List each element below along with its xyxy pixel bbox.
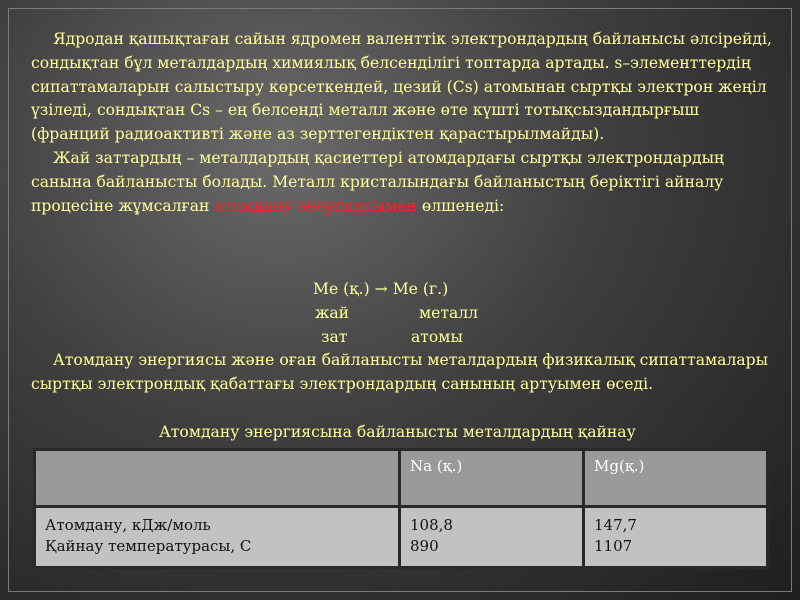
formula-label-atoms: атомы [411, 328, 463, 346]
formula-label-substance: зат [321, 328, 348, 346]
formula-label-simple: жай [315, 304, 350, 322]
paragraph-1: Ядродан қашықтаған сайын ядромен валенттік электрондардың байланысы әлсірейді, сондықтан бұл металдардың химиялық белсенділігі топтарда артады. s–элементтердің сипаттамаларын салыстыру көрсеткендей, цезий (Cs) атомынан сыртқы электрон жеңіл үзіледі, сондықтан Cs – ең белсенді металл және өте күшті тотықсыздандырғыш (франций радиоактивті және аз зерттегендіктен қарастырылмайды). [31, 30, 772, 144]
formula-label-metal: металл [419, 304, 479, 322]
paragraph-2-text-b: өлшенеді: [416, 196, 505, 215]
table-header-na: Na (қ.) [400, 450, 584, 507]
data-table [33, 448, 769, 569]
slide-text [31, 28, 776, 441]
na-boiling: 890 [410, 537, 439, 555]
table-row [35, 507, 768, 568]
formula-equation: Me (қ.) → Me (г.) [313, 280, 449, 298]
paragraph-4: Атомдану энергиясына байланысты металдардың қайнау [159, 423, 636, 441]
table-header-row [35, 450, 768, 507]
table-cell-mg [584, 507, 768, 568]
paragraph-3: Атомдану энергиясы және оған байланысты металдардың физикалық сипаттамалары сыртқы электрондық қабаттағы электрондардың санының артуымен өседі. [31, 351, 769, 393]
paragraph-2 [31, 147, 776, 218]
label-atomization: Атомдану, кДж/моль [45, 516, 211, 534]
table-header-empty [35, 450, 400, 507]
table-cell-na [400, 507, 584, 568]
label-boiling: Қайнау температурасы, С [45, 537, 252, 555]
na-atomization: 108,8 [410, 516, 453, 534]
paragraph-2-text-a: Жай заттардың – металдардың қасиеттері атомдардағы сыртқы электрондардың санына байланысты болады. Металл кристалындағы байланыстың беріктігі айналу процесіне жұмсалған [31, 148, 724, 215]
highlighted-term: атомдану энергиясымен [214, 196, 417, 215]
mg-atomization: 147,7 [594, 516, 637, 534]
table-cell-labels [35, 507, 400, 568]
table-header-mg: Mg(қ.) [584, 450, 768, 507]
mg-boiling: 1107 [594, 537, 633, 555]
